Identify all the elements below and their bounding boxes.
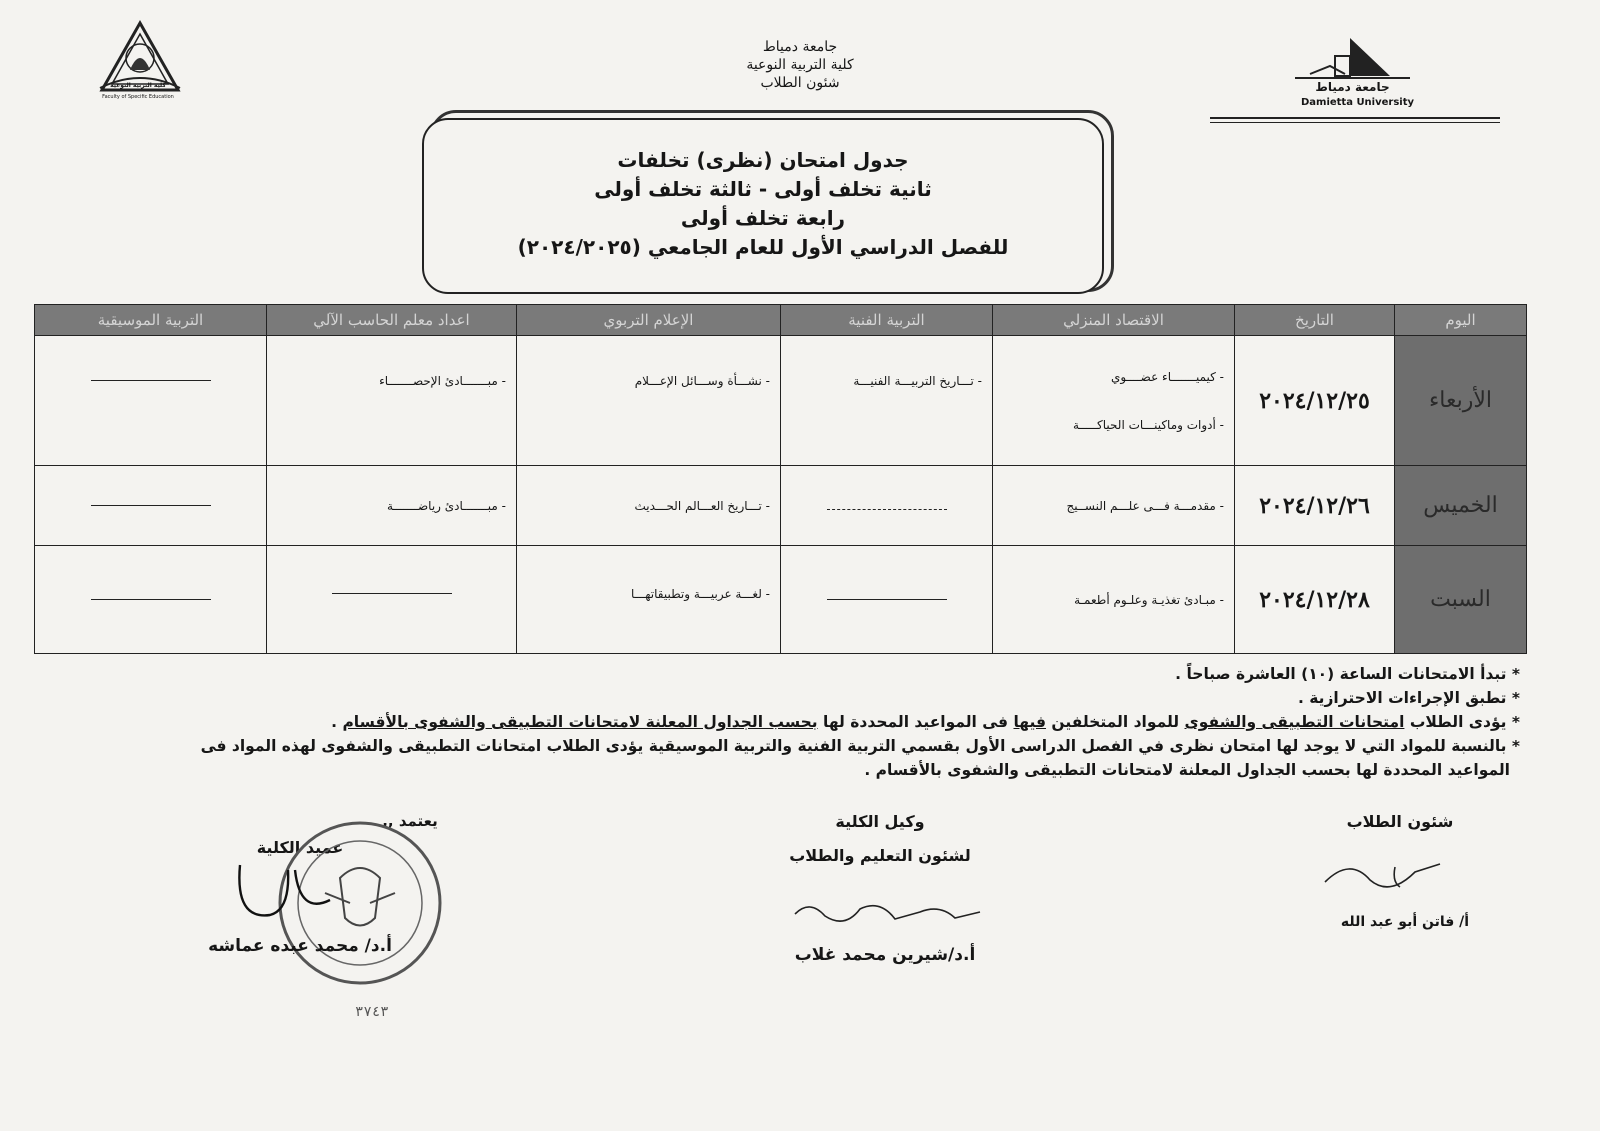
note-underlined: امتحانات التطبيقى والشفوى <box>1184 713 1405 731</box>
subject: - لغـــة عربيـــة وتطبيقاتهـــا <box>631 586 770 601</box>
subject: - مبـــــــادئ رياضـــــــة <box>386 498 506 513</box>
notes-section <box>70 662 1520 782</box>
faculty-logo-caption-en: Faculty of Specific Education <box>102 94 174 100</box>
university-header <box>640 38 960 92</box>
vice-dean-title: وكيل الكلية <box>835 812 925 831</box>
header-music-education: التربية الموسيقية <box>35 305 267 336</box>
home-economics-cell <box>993 336 1235 466</box>
home-economics-cell <box>993 546 1235 654</box>
empty-line <box>332 593 452 594</box>
header-rule-thin <box>1210 122 1500 123</box>
table-row <box>35 336 1527 466</box>
header-computer-teacher: اعداد معلم الحاسب الآلي <box>267 305 517 336</box>
vice-dean-title-2: لشئون التعليم والطلاب <box>789 846 971 865</box>
dean-title: عميد الكلية <box>256 838 344 857</box>
empty-line <box>827 599 947 600</box>
title-line-1: جدول امتحان (نظرى) تخلفات <box>617 148 909 172</box>
note-underlined: بحسب الجداول المعلنة لامتحانات التطبيقى والشفوى بالأقسام <box>342 713 818 731</box>
art-education-cell <box>781 466 993 546</box>
day-cell: الأربعاء <box>1395 336 1527 466</box>
title-line-3: رابعة تخلف أولى <box>680 206 846 230</box>
note-text: للمواد المتخلفين <box>1046 713 1185 731</box>
media-education-cell <box>517 466 781 546</box>
university-logo-en: Damietta University <box>1300 97 1415 108</box>
media-education-cell <box>517 336 781 466</box>
faculty-name: كلية التربية النوعية <box>746 57 854 73</box>
note-start-time: * تبدأ الامتحانات الساعة (١٠) العاشرة صباحاً . <box>1175 665 1520 683</box>
subject: - كيميـــــــاء عضــــوي <box>1111 369 1224 384</box>
title-box <box>422 118 1104 294</box>
note-text: فى المواعيد المحددة لها <box>817 713 1014 731</box>
note-text: . <box>331 713 343 731</box>
subject: - مبـــــــادئ الإحصـــــــاء <box>379 373 506 388</box>
student-affairs-name: أ/ فاتن أبو عبد الله <box>1340 914 1470 930</box>
music-education-cell <box>35 466 267 546</box>
header-art-education: التربية الفنية <box>781 305 993 336</box>
note-precautions: * تطبق الإجراءات الاحترازية . <box>1297 689 1520 707</box>
note-no-theory-line2: المواعيد المحددة لها بحسب الجداول المعلنة لامتحانات التطبيقى والشفوى بالأقسام . <box>864 761 1510 779</box>
date-cell: ٢٠٢٤/١٢/٢٨ <box>1235 546 1395 654</box>
note-underlined: فيها <box>1013 713 1047 731</box>
art-education-cell <box>781 546 993 654</box>
student-affairs-title: شئون الطلاب <box>1346 812 1454 831</box>
vice-dean-signature <box>790 894 990 934</box>
art-education-cell <box>781 336 993 466</box>
university-name: جامعة دمياط <box>762 39 838 55</box>
subject: - تـــاريخ العـــالم الحـــديث <box>634 498 770 513</box>
date-cell: ٢٠٢٤/١٢/٢٥ <box>1235 336 1395 466</box>
computer-teacher-cell <box>267 466 517 546</box>
note-no-theory-line1: * بالنسبة للمواد التي لا يوجد لها امتحان نظرى في الفصل الدراسى الأول بقسمي التربية الفنية والتربية الموسيقية يؤدى الطلاب امتحانات التطبيقى والشفوى لهذه المواد فى <box>200 737 1520 755</box>
title-line-4: للفصل الدراسي الأول للعام الجامعي (٢٠٢٤/٢٠٢٥) <box>517 235 1009 259</box>
faculty-logo-caption-ar: كلية التربية النوعية <box>110 82 166 89</box>
day-cell: السبت <box>1395 546 1527 654</box>
table-row <box>35 546 1527 654</box>
note-practical-exams <box>70 710 1520 734</box>
department-name: شئون الطلاب <box>760 75 840 91</box>
computer-teacher-cell <box>267 546 517 654</box>
subject: - تـــاريخ التربيـــة الفنيـــة <box>853 373 982 388</box>
university-logo-ar: جامعة دمياط <box>1315 80 1390 94</box>
date-cell: ٢٠٢٤/١٢/٢٦ <box>1235 466 1395 546</box>
empty-line <box>91 599 211 600</box>
header-home-economics: الاقتصاد المنزلي <box>993 305 1235 336</box>
header-date: التاريخ <box>1235 305 1395 336</box>
exam-schedule-table <box>34 304 1527 654</box>
empty-line <box>91 380 211 381</box>
subject: - مبـادئ تغذيـة وعلـوم أطعمـة <box>1074 592 1224 607</box>
day-cell: الخميس <box>1395 466 1527 546</box>
computer-teacher-cell <box>267 336 517 466</box>
home-economics-cell <box>993 466 1235 546</box>
dean-name: أ.د/ محمد عبده عماشه <box>208 936 392 956</box>
header-rule <box>1210 117 1500 119</box>
media-education-cell <box>517 546 781 654</box>
table-row <box>35 466 1527 546</box>
header-media-education: الإعلام التربوي <box>517 305 781 336</box>
approve-label: يعتمد ,, <box>382 812 438 830</box>
dean-signature <box>230 860 350 930</box>
subject: - أدوات وماكينـــات الحياكـــــة <box>1073 417 1224 432</box>
empty-line <box>827 509 947 510</box>
stamp-number: ٣٧٤٣ <box>355 1004 389 1020</box>
subject: - مقدمـــة فـــى علـــم النســيج <box>1066 498 1224 513</box>
music-education-cell <box>35 336 267 466</box>
note-text: * يؤدى الطلاب <box>1404 713 1520 731</box>
vice-dean-name: أ.د/شيرين محمد غلاب <box>794 945 976 965</box>
subject: - نشـــأة وســـائل الإعـــلام <box>634 373 770 388</box>
student-affairs-signature <box>1320 852 1460 902</box>
header-day: اليوم <box>1395 305 1527 336</box>
title-line-2: ثانية تخلف أولى - ثالثة تخلف أولى <box>594 177 932 201</box>
music-education-cell <box>35 546 267 654</box>
empty-line <box>91 505 211 506</box>
table-header-row <box>35 305 1527 336</box>
